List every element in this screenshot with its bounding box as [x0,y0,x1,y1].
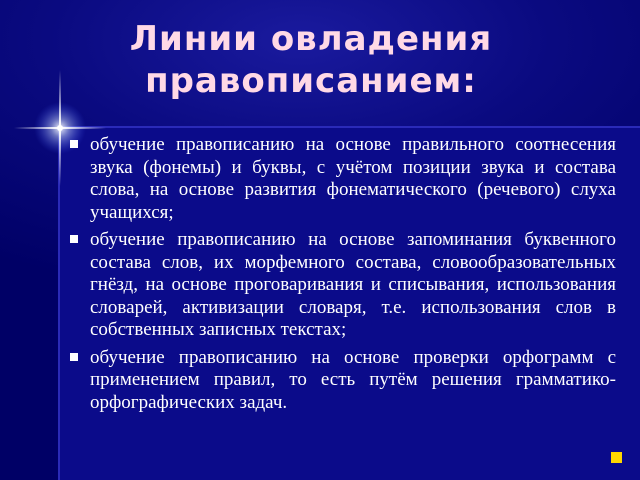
bullet-text: обучение правописанию на основе правильного соотнесения звука (фонемы) и буквы, с учётом позиции звука и состава слова, на основе развития фонематического (речевого) слуха учащихся; [90,134,616,223]
bullet-text: обучение правописанию на основе проверки орфограмм с применением правил, то есть путём решения грамматико-орфографических задач. [90,346,616,413]
bullet-item [70,229,616,342]
yellow-square-icon [611,452,622,463]
bullet-item [70,134,616,224]
bullet-text: обучение правописанию на основе запоминания буквенного состава слов, их морфемного состава, словообразовательных гнёзд, на основе проговаривания и списывания, использования словарей, активизации словаря, т.е. использования слов в собственных записных текстах; [90,229,616,340]
square-bullet-icon [70,235,78,243]
bullet-item [70,347,616,415]
square-bullet-icon [70,140,78,148]
square-bullet-icon [70,353,78,361]
title-line-2: правописанием: [145,61,477,101]
bullet-list [70,134,616,419]
title-line-1: Линии овладения [129,19,493,59]
slide-title [96,18,526,102]
